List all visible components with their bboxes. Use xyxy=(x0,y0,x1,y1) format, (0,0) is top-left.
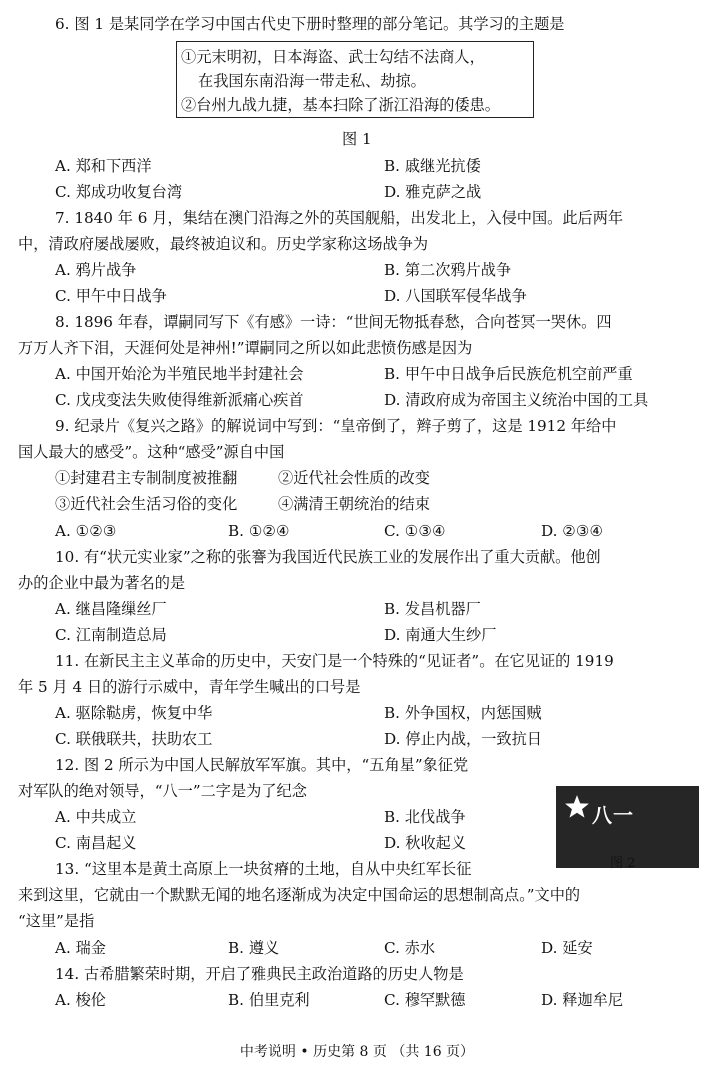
q10-option-a[interactable]: A. 继昌隆缫丝厂 xyxy=(55,600,167,618)
q10-stem-line-2: 办的企业中最为著名的是 xyxy=(18,574,186,592)
q11-option-c[interactable]: C. 联俄联共，扶助农工 xyxy=(55,730,213,748)
q12-option-a[interactable]: A. 中共成立 xyxy=(55,808,137,826)
q13-option-b[interactable]: B. 遵义 xyxy=(228,939,280,957)
q13-option-c[interactable]: C. 赤水 xyxy=(384,939,436,957)
q6-option-c[interactable]: C. 郑成功收复台湾 xyxy=(55,183,183,201)
q9-stem-line-2: 国人最大的感受”。这种“感受”源自中国 xyxy=(18,443,285,461)
q7-stem-line-2: 中，清政府屡战屡败，最终被迫议和。历史学家称这场战争为 xyxy=(18,235,429,253)
q11-stem-line-1: 11. 在新民主主义革命的历史中，天安门是一个特殊的“见证者”。在它见证的 1919 xyxy=(55,652,614,670)
q12-stem-line-1: 12. 图 2 所示为中国人民解放军军旗。其中，“五角星”象征党 xyxy=(55,756,469,774)
q8-stem-line-2: 万万人齐下泪，天涯何处是神州!”谭嗣同之所以如此悲愤伤感是因为 xyxy=(18,339,473,357)
q10-option-d[interactable]: D. 南通大生纱厂 xyxy=(384,626,497,644)
q10-stem-line-1: 10. 有“状元实业家”之称的张謇为我国近代民族工业的发展作出了重大贡献。他创 xyxy=(55,548,601,566)
figure-1-caption: 图 1 xyxy=(342,130,372,148)
q11-option-b[interactable]: B. 外争国权，内惩国贼 xyxy=(384,704,542,722)
q9-option-b[interactable]: B. ①②④ xyxy=(228,522,290,540)
q7-stem-line-1: 7. 1840 年 6 月，集结在澳门沿海之外的英国舰船，出发北上，入侵中国。此后两年 xyxy=(55,209,624,227)
q13-option-a[interactable]: A. 瑞金 xyxy=(55,939,106,957)
q9-option-c[interactable]: C. ①③④ xyxy=(384,522,446,540)
q14-option-b[interactable]: B. 伯里克利 xyxy=(228,991,310,1009)
q8-option-c[interactable]: C. 戊戌变法失败使得维新派痛心疾首 xyxy=(55,391,304,409)
q6-stem: 6. 图 1 是某同学在学习中国古代史下册时整理的部分笔记。其学习的主题是 xyxy=(55,15,565,33)
q11-option-a[interactable]: A. 驱除鞑虏，恢复中华 xyxy=(55,704,213,722)
q13-stem-line-1: 13. “这里本是黄土高原上一块贫瘠的土地，自从中央红军长征 xyxy=(55,860,472,878)
q7-option-b[interactable]: B. 第二次鸦片战争 xyxy=(384,261,512,279)
page-footer: 中考说明 • 历史第 8 页 （共 16 页） xyxy=(239,1044,475,1060)
q6-option-d[interactable]: D. 雅克萨之战 xyxy=(384,183,482,201)
q9-item-3: ③近代社会生活习俗的变化 xyxy=(55,495,238,513)
q7-option-a[interactable]: A. 鸦片战争 xyxy=(55,261,137,279)
q13-stem-line-3: “这里”是指 xyxy=(18,912,95,930)
q8-option-a[interactable]: A. 中国开始沦为半殖民地半封建社会 xyxy=(55,365,304,383)
figure-1-notes-box xyxy=(176,41,534,118)
q14-option-a[interactable]: A. 梭伦 xyxy=(55,991,106,1009)
q13-option-d[interactable]: D. 延安 xyxy=(541,939,593,957)
note-line-1: ①元末明初，日本海盗、武士勾结不法商人， xyxy=(181,48,485,66)
q6-option-b[interactable]: B. 戚继光抗倭 xyxy=(384,157,481,175)
q8-option-b[interactable]: B. 甲午中日战争后民族危机空前严重 xyxy=(384,365,633,383)
q9-option-d[interactable]: D. ②③④ xyxy=(541,522,604,540)
q14-option-d[interactable]: D. 释迦牟尼 xyxy=(541,991,624,1009)
q7-option-c[interactable]: C. 甲午中日战争 xyxy=(55,287,167,305)
q8-stem-line-1: 8. 1896 年春，谭嗣同写下《有感》一诗：“世间无物抵春愁，合向苍冥一哭休。四 xyxy=(55,313,612,331)
q6-option-a[interactable]: A. 郑和下西洋 xyxy=(55,157,152,175)
q11-option-d[interactable]: D. 停止内战，一致抗日 xyxy=(384,730,542,748)
q14-stem: 14. 古希腊繁荣时期，开启了雅典民主政治道路的历史人物是 xyxy=(55,965,464,983)
q10-option-c[interactable]: C. 江南制造总局 xyxy=(55,626,167,644)
q9-stem-line-1: 9. 纪录片《复兴之路》的解说词中写到：“皇帝倒了，辫子剪了，这是 1912 年给中 xyxy=(55,417,617,435)
q12-stem-line-2: 对军队的绝对领导，“八一”二字是为了纪念 xyxy=(18,782,307,800)
q9-item-1: ①封建君主专制制度被推翻 xyxy=(55,469,238,487)
q13-stem-line-2: 来到这里，它就由一个默默无闻的地名逐渐成为决定中国命运的思想制高点。”文中的 xyxy=(18,886,581,904)
q14-option-c[interactable]: C. 穆罕默德 xyxy=(384,991,466,1009)
q9-option-a[interactable]: A. ①②③ xyxy=(55,522,117,540)
figure-2-caption: 图 2 xyxy=(610,856,636,871)
q9-item-4: ④满清王朝统治的结束 xyxy=(278,495,430,513)
q7-option-d[interactable]: D. 八国联军侵华战争 xyxy=(384,287,527,305)
q12-option-c[interactable]: C. 南昌起义 xyxy=(55,834,137,852)
q9-item-2: ②近代社会性质的改变 xyxy=(278,469,430,487)
note-line-2: 在我国东南沿海一带走私、劫掠。 xyxy=(198,72,426,90)
star-icon xyxy=(564,794,590,820)
flag-bayi-text: 八一 xyxy=(592,803,634,827)
q12-option-b[interactable]: B. 北伐战争 xyxy=(384,808,466,826)
q10-option-b[interactable]: B. 发昌机器厂 xyxy=(384,600,481,618)
q11-stem-line-2: 年 5 月 4 日的游行示威中，青年学生喊出的口号是 xyxy=(18,678,361,696)
note-line-3: ②台州九战九捷，基本扫除了浙江沿海的倭患。 xyxy=(181,96,500,114)
q8-option-d[interactable]: D. 清政府成为帝国主义统治中国的工具 xyxy=(384,391,649,409)
q12-option-d[interactable]: D. 秋收起义 xyxy=(384,834,467,852)
